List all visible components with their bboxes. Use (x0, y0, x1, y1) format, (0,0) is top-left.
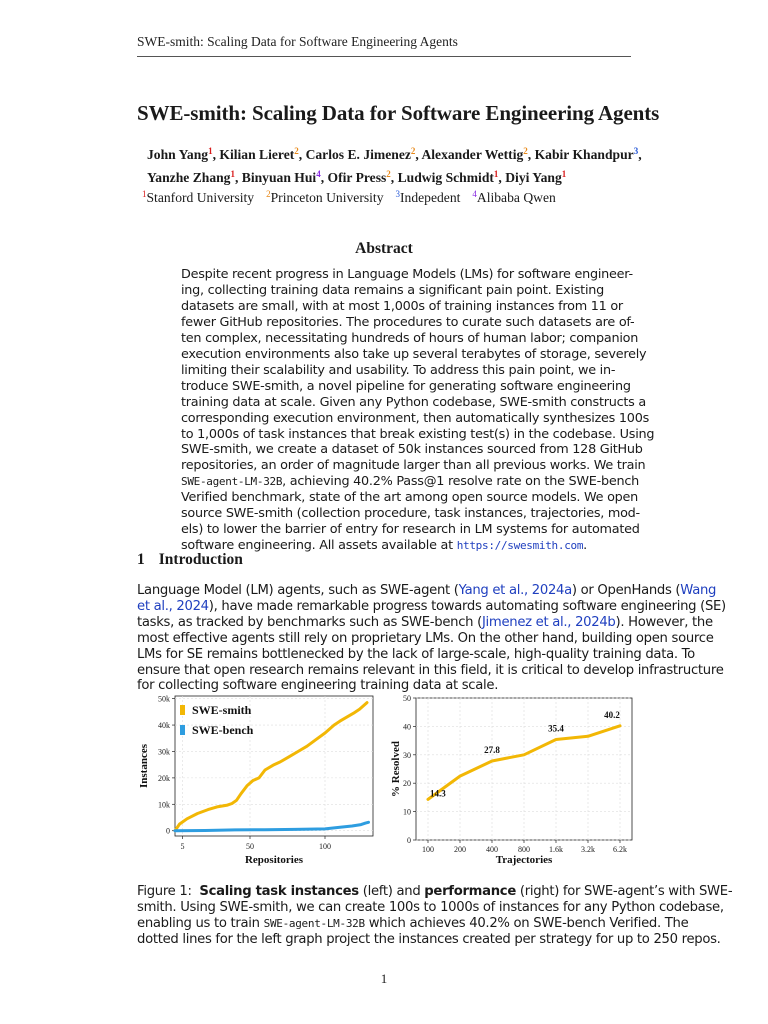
author-separator: , (298, 147, 306, 162)
figure-caption (137, 884, 733, 948)
authors-line-1 (147, 146, 642, 163)
y-tick-label: 30 (403, 750, 411, 760)
x-tick-label: 3.2k (581, 845, 595, 854)
intro-paragraph (137, 583, 726, 694)
y-tick-label: 40 (403, 722, 411, 732)
author-name: Kabir Khandpur (534, 147, 634, 162)
model-name: SWE-agent-LM-32B (181, 475, 283, 489)
affiliation-marker: 4 (472, 189, 477, 199)
intro-line: tasks, as tracked by benchmarks such as SWE-bench (Jimenez et al., 2024b). However, the (137, 614, 713, 630)
abstract-line: repositories, an order of magnitude larger than all previous works. We train (181, 458, 646, 474)
caption-line: enabling us to train SWE-agent-LM-32B which achieves 40.2% on SWE-bench Verified. The (137, 916, 689, 931)
affiliation-marker: 1 (561, 169, 567, 179)
x-tick-label: 5 (180, 842, 185, 851)
abstract-line: corresponding execution environment, then automatically synthesizes 100s (181, 410, 650, 426)
affiliation-marker: 2 (386, 169, 391, 179)
x-tick-label: 400 (486, 845, 498, 854)
citation-link[interactable]: et al., 2024 (137, 598, 209, 614)
citation-link[interactable]: Yang et al., 2024a (458, 583, 572, 598)
affiliation-marker: 2 (410, 146, 416, 156)
x-tick-label: 800 (518, 845, 530, 854)
affiliation-name: Indepedent (400, 190, 461, 205)
abstract-line: Verified benchmark, state of the art among open source models. We open (181, 490, 639, 506)
intro-line: ensure that open research remains relevant in this field, it is critical to develop infrastructure (137, 662, 724, 678)
affiliation-marker: 2 (266, 189, 271, 199)
affiliation-marker: 1 (230, 169, 235, 179)
author-separator: , (234, 170, 242, 185)
author-separator: , (320, 170, 328, 185)
affiliation-marker: 4 (316, 169, 321, 179)
legend-swatch (180, 725, 185, 735)
affiliation-name: Alibaba Qwen (476, 190, 556, 205)
intro-line: Language Model (LM) agents, such as SWE-agent (Yang et al., 2024a) or OpenHands (Wang (137, 583, 717, 598)
abstract-line: Despite recent progress in Language Models (LMs) for software engineer- (181, 267, 633, 282)
x-axis-label: Repositories (244, 854, 304, 866)
author-separator: , (390, 170, 398, 185)
author-name: Binyuan Hui (241, 170, 317, 185)
intro-line: most effective agents still rely on proprietary LMs. On the other hand, building open source (137, 630, 714, 646)
running-header: SWE-smith: Scaling Data for Software Engineering Agents (137, 34, 458, 49)
affiliation-name: Princeton University (270, 190, 384, 205)
abstract-line: limiting their scalability and usability. To address this pain point, we in- (181, 362, 616, 378)
affiliation-marker: 2 (294, 146, 299, 156)
caption-line: Figure 1: Scaling task instances (left) and performance (right) for SWE-agent’s with SWE- (137, 884, 733, 899)
data-label: 27.8 (484, 745, 500, 756)
abstract-line: els) to lower the barrier of entry for research in LM systems for automated (181, 522, 640, 538)
abstract-line: ten complex, necessitating hundreds of hours of human labor; companion (181, 330, 639, 346)
y-tick-label: 20k (158, 773, 170, 783)
author-name: Yanzhe Zhang (147, 170, 231, 185)
abstract-line: ing, collecting training data remains a significant pain point. Existing (181, 282, 604, 298)
caption-line: smith. Using SWE-smith, we can create 100s to 1000s of instances for any Python codebase, (137, 900, 724, 915)
affiliations (142, 189, 556, 206)
legend-label: SWE-bench (192, 723, 254, 737)
abstract-line: software engineering. All assets available at https://swesmith.com. (181, 538, 587, 554)
affiliation-marker: 1 (208, 146, 213, 156)
section-number: 1 (137, 551, 145, 568)
author-name: Kilian Lieret (219, 147, 295, 162)
intro-line: et al., 2024), have made remarkable progress towards automating software engineering (SE) (137, 598, 726, 614)
x-tick-label: 200 (454, 845, 466, 854)
author-name: Ludwig Schmidt (397, 170, 494, 185)
y-tick-label: 0 (166, 826, 170, 836)
authors-line-2 (147, 169, 566, 186)
abstract-line: fewer GitHub repositories. The procedures to curate such datasets are of- (181, 314, 635, 330)
y-tick-label: 50k (158, 694, 170, 704)
legend-swatch (180, 705, 185, 715)
y-axis-label: Instances (138, 743, 150, 789)
y-tick-label: 40k (158, 721, 170, 731)
intro-line: LMs for SE remains bottlenecked by the lack of large-scale, high-quality training data. To (137, 646, 695, 662)
page-number: 1 (380, 971, 388, 986)
y-tick-label: 0 (407, 836, 411, 845)
abstract-line: to 1,000s of task instances that break existing test(s) in the codebase. Using (181, 426, 655, 442)
author-separator: , (527, 147, 535, 162)
section-heading (137, 551, 243, 569)
y-tick-label: 10 (403, 807, 411, 817)
y-axis-label: % Resolved (390, 741, 402, 797)
chart-instances-vs-repositories (133, 690, 383, 870)
affiliation-marker: 1 (493, 169, 499, 179)
affiliation-name: Stanford University (146, 190, 255, 205)
x-tick-label: 100 (319, 842, 331, 851)
author-separator: , (638, 147, 642, 162)
abstract-line: SWE-smith, we create a dataset of 50k instances sourced from 128 GitHub (181, 442, 643, 458)
legend-label: SWE-smith (192, 703, 252, 717)
header-rule (137, 56, 631, 57)
affiliation-marker: 3 (395, 189, 400, 199)
abstract-line: datasets are small, with at most 1,000s of training instances from 11 or (181, 298, 623, 314)
abstract-line: execution environments also take up several terabytes of storage, severely (181, 346, 647, 362)
author-separator: , (212, 147, 220, 162)
section-title: Introduction (158, 551, 243, 568)
citation-link[interactable]: Jimenez et al., 2024b (481, 614, 616, 630)
x-tick-label: 6.2k (613, 845, 627, 854)
author-name: Alexander Wettig (421, 147, 524, 162)
x-tick-label: 1.6k (549, 845, 563, 854)
x-tick-label: 100 (422, 845, 434, 854)
affiliation-marker: 2 (523, 146, 528, 156)
x-axis-label: Trajectories (495, 854, 553, 866)
y-tick-label: 30k (158, 747, 170, 757)
x-tick-label: 50 (246, 842, 254, 851)
citation-link[interactable]: Wang (680, 583, 717, 598)
author-name: Diyi Yang (505, 170, 562, 185)
assets-link[interactable]: https://swesmith.com (456, 539, 584, 553)
author-name: John Yang (147, 147, 209, 162)
abstract-heading: Abstract (355, 240, 413, 257)
author-separator: , (415, 147, 422, 162)
y-tick-label: 10k (158, 800, 170, 810)
paper-title: SWE-smith: Scaling Data for Software Engineering Agents (137, 101, 660, 125)
author-name: Carlos E. Jimenez (305, 147, 411, 162)
y-tick-label: 50 (403, 694, 411, 703)
abstract-line: training data at scale. Given any Python codebase, SWE-smith constructs a (181, 394, 646, 410)
caption-line: dotted lines for the left graph project the instances created per strategy for up to 250 repos. (137, 932, 721, 947)
affiliation-marker: 3 (633, 146, 639, 156)
y-tick-label: 20 (403, 779, 411, 789)
chart-resolved-vs-trajectories (388, 690, 638, 870)
intro-line: for collecting software engineering training data at scale. (137, 678, 499, 694)
data-label: 40.2 (604, 709, 620, 720)
affiliation-marker: 1 (142, 189, 147, 199)
abstract-line: source SWE-smith (collection procedure, task instances, trajectories, mod- (181, 506, 640, 522)
author-name: Ofir Press (327, 170, 387, 185)
abstract-line: troduce SWE-smith, a novel pipeline for generating software engineering (181, 378, 631, 394)
abstract-line: SWE-agent-LM-32B, achieving 40.2% Pass@1 resolve rate on the SWE-bench (181, 474, 639, 490)
data-label: 35.4 (548, 723, 564, 734)
author-separator: , (498, 170, 506, 185)
data-label: 14.3 (430, 788, 446, 799)
abstract-body (181, 267, 655, 554)
